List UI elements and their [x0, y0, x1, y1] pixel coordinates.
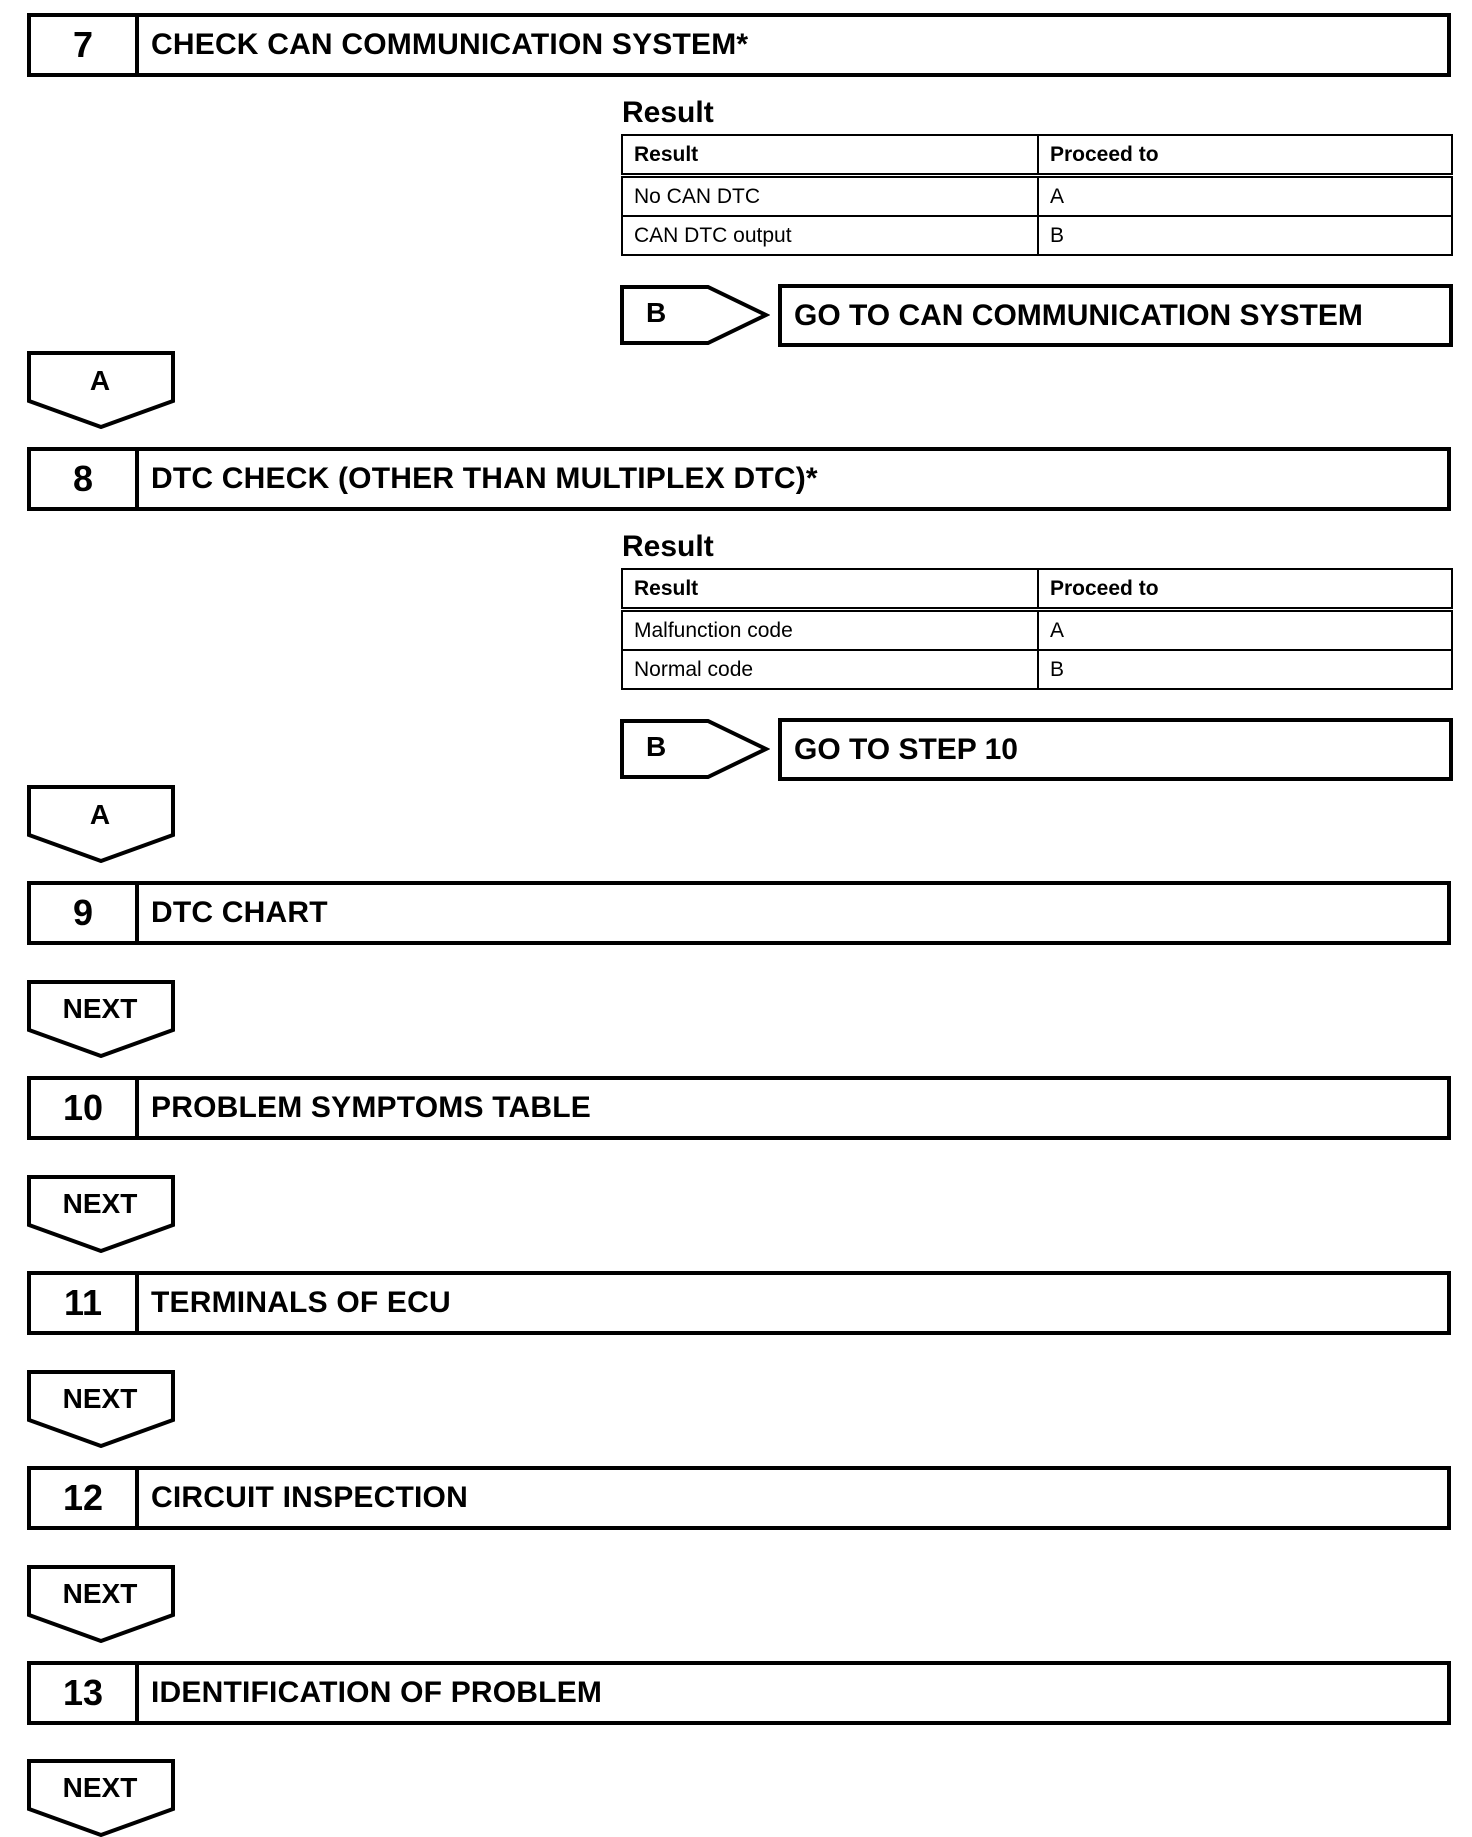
column-header-proceed: Proceed to [1038, 569, 1452, 610]
step-title: DTC CHART [151, 896, 328, 929]
branch-label: B [646, 731, 667, 762]
column-header-result: Result [622, 569, 1038, 610]
step-number: 12 [31, 1470, 139, 1526]
step-box [27, 447, 1451, 511]
goto-box: GO TO STEP 10 [778, 718, 1453, 781]
step-number: 13 [31, 1665, 139, 1721]
table-cell: A [1038, 176, 1452, 217]
step-number: 8 [31, 451, 139, 507]
step-box [27, 13, 1451, 77]
table-cell: A [1038, 610, 1452, 651]
step-title: DTC CHECK (OTHER THAN MULTIPLEX DTC)* [151, 462, 818, 495]
table-cell: Malfunction code [622, 610, 1038, 651]
table-row [622, 610, 1452, 651]
result-table [621, 134, 1453, 256]
step-box [27, 1271, 1451, 1335]
step-number: 10 [31, 1080, 139, 1136]
step-title: CHECK CAN COMMUNICATION SYSTEM* [151, 28, 749, 61]
table-cell: B [1038, 216, 1452, 255]
step-title: PROBLEM SYMPTOMS TABLE [151, 1091, 591, 1124]
branch-arrow-icon [620, 719, 770, 779]
flow-arrow-label: NEXT [62, 1188, 138, 1219]
flow-arrow-label: A [89, 365, 111, 396]
flow-arrow-label: NEXT [62, 1383, 138, 1414]
result-table-title: Result [622, 530, 714, 563]
step-box [27, 1076, 1451, 1140]
result-table-title: Result [622, 96, 714, 129]
table-cell: B [1038, 650, 1452, 689]
table-cell: CAN DTC output [622, 216, 1038, 255]
flow-arrow-label: A [89, 799, 111, 830]
flow-arrow-label: NEXT [62, 1772, 138, 1803]
table-header-row [622, 569, 1452, 610]
table-header-row [622, 135, 1452, 176]
table-row [622, 176, 1452, 217]
column-header-proceed: Proceed to [1038, 135, 1452, 176]
table-row [622, 216, 1452, 255]
branch-arrow-icon [620, 285, 770, 345]
column-header-result: Result [622, 135, 1038, 176]
step-title: IDENTIFICATION OF PROBLEM [151, 1676, 603, 1709]
step-number: 11 [31, 1275, 139, 1331]
table-cell: No CAN DTC [622, 176, 1038, 217]
step-box [27, 1661, 1451, 1725]
step-number: 7 [31, 17, 139, 73]
step-title: CIRCUIT INSPECTION [151, 1481, 468, 1514]
step-number: 9 [31, 885, 139, 941]
flow-arrow-label: NEXT [62, 1578, 138, 1609]
step-box [27, 881, 1451, 945]
result-table [621, 568, 1453, 690]
table-cell: Normal code [622, 650, 1038, 689]
goto-box: GO TO CAN COMMUNICATION SYSTEM [778, 284, 1453, 347]
step-box [27, 1466, 1451, 1530]
flow-arrow-label: NEXT [62, 993, 138, 1024]
step-title: TERMINALS OF ECU [151, 1286, 451, 1319]
branch-label: B [646, 297, 667, 328]
table-row [622, 650, 1452, 689]
